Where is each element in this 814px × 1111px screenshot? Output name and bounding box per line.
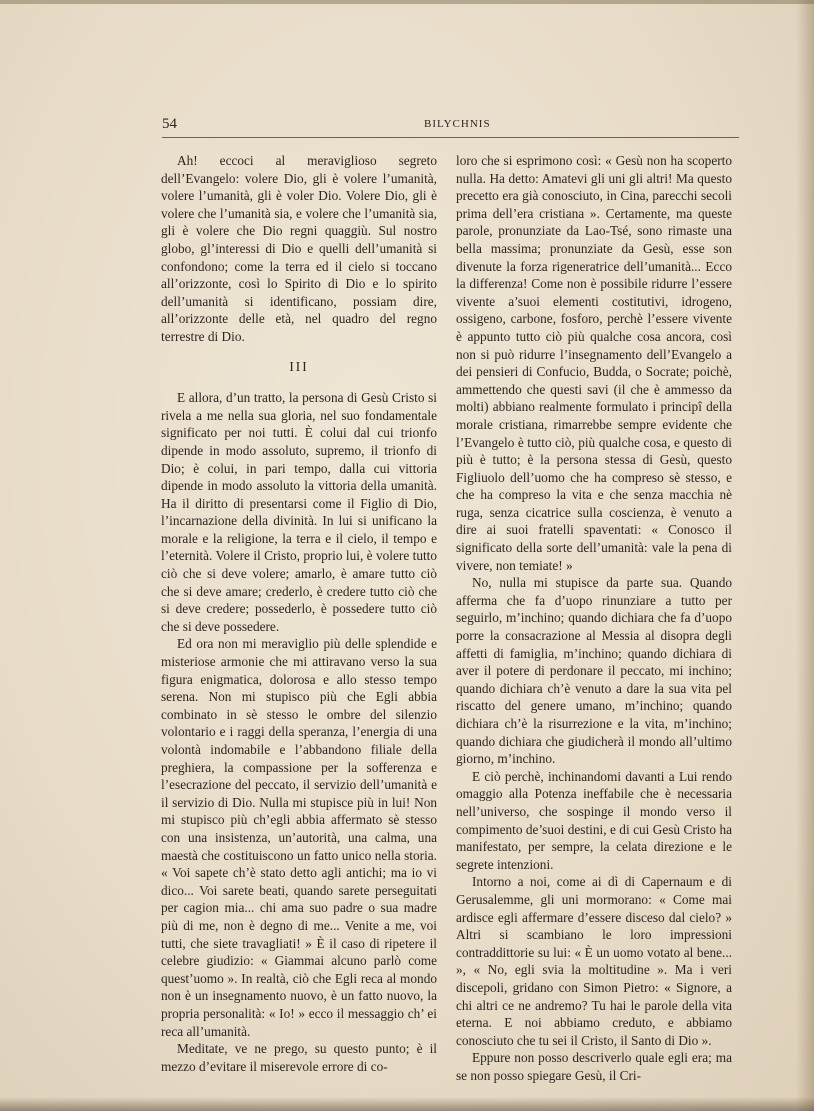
section-heading: III [289,358,309,374]
paragraph: No, nulla mi stupisce da parte sua. Quando afferma che fa d’uopo rinunziare a tutto per seguirlo, m’inchino; quando dichiara che fa d’uopo porre la consacrazione al Messia al disopra degli affetti di famiglia, m’inchino; quando dichiara di aver il potere di perdonare il peccato, mi inchino; quando dichiara ch’è venuto a dare la sua vita pel riscatto del genere umano, m’inchino; quando dichiara ch’è la risurrezione e la vita, m’inchino; quando dichiara che giudicherà il mondo all’ultimo giorno, m’inchino. [456,575,732,767]
paragraph: Ed ora non mi meraviglio più delle splendide e misteriose armonie che mi attiravano verso la sua figura enigmatica, dolorosa e allo stesso tempo serena. Non mi stupisco più che Egli abbia combinato in sè stesso le ombre del silenzio volontario e i raggi della speranza, l’energia di una volontà indomabile e l’abbandono filiale della preghiera, la compassione per la sofferenza e l’esecrazione del peccato, il servizio dell’umanità e il servizio di Dio. Nulla mi stupisce più in lui! Non mi stupisco più ch’egli abbia affermato sè stesso con una insistenza, un’autorità, una calma, una maestà che costituiscono un fatto unico nella storia. « Voi sapete ch’è stato detto agli antichi; ma io vi dico... Voi sarete beati, quando sarete perseguitati per cagion mia... chi ama suo padre o sua madre più di me, non è degno di me... Venite a me, voi tutti, che siete travagliati! » È il caso di ripetere il celebre giudizio: « Giammai alcuno parlò come quest’uomo ». In realtà, ciò che Egli reca al mondo non è un insegnamento nuovo, è un fatto nuovo, la propria personalità: « Io! » ecco il messaggio ch’ ei reca all’umanità. [161,636,437,1039]
paragraph: Ah! eccoci al meraviglioso segreto dell’Evangelo: volere Dio, gli è volere l’umanità, volere l’umanità, gli è voler Dio. Volere Dio, gli è volere che l’umanità sia, e volere che l’umanità sia, gli è volere che Dio regni quaggiù. Sul nostro globo, gl’interessi di Dio e quelli dell’umanità si confondono; come la terra ed il cielo si toccano all’orizzonte, così lo Spirito di Dio e lo spirito dell’umanità si identificano, possiam dire, all’orizzonte delle età, nel quadro del regno terrestre di Dio. [161,153,437,344]
paragraph: Intorno a noi, come ai dì di Capernaum e di Gerusalemme, gli uni mormorano: « Come mai ardisce egli affermare d’essere disceso dal cielo? » Altri si scambiano le loro impressioni contraddittorie su lui: « È un uomo votato al bene... », « No, egli svia la moltitudine ». Ma i veri discepoli, gridano con Simon Pietro: « Signore, a chi altri ce ne andremo? Tu hai le parole della vita eterna. E noi abbiamo creduto, e abbiamo conosciuto che tu sei il Cristo, il Santo di Dio ». [456,874,732,1048]
book-spine-shadow [796,0,814,1111]
paragraph: loro che si esprimono così: « Gesù non ha scoperto nulla. Ha detto: Amatevi gli uni gli altri! Ma questo precetto era già conosciuto, in Cina, parecchi secoli prima dell’era cristiana ». Certamente, ma queste parole, pronunziate da Lao-Tsé, sono rimaste una bella massima; pronunziate da Gesù, esse son divenute la forza rigeneratrice dell’umanità... Ecco la differenza! Come non è possibile ridurre l’essere vivente a’suoi elementi costitutivi, idrogeno, ossigeno, carbone, fosforo, perchè l’essere vivente è appunto tutto ciò più qualche cosa ancora, così non si può ridurre l’insegnamento dell’Evangelo a dei pensieri di Confucio, Budda, o Socrate; poichè, ammettendo che questi savi (il che è ammesso da molti) abbiano realmente formulato i principî della morale cristiana, rimarrebbe sempre evidente che l’Evangelo è tutto ciò, più qualche cosa, e questo di più è tutto; è la persona stessa di Gesù, questo Figliuolo dell’uomo che ha compreso sè stesso, e che ha compreso la vita e che senza macchia nè ruga, senza cicatrice sulla coscienza, è venuto a dire ai suoi fratelli spaventati: « Conosco il significato della sorte dell’umanità: vale la pena di vivere, non temiate! » [456,153,732,573]
paragraph: E ciò perchè, inchinandomi davanti a Lui rendo omaggio alla Potenza ineffabile che è necessaria nell’universo, che sospinge il mondo verso il compimento de’suoi destini, e di cui Gesù Cristo ha manifestato, per sempre, la celata direzione e le segrete intenzioni. [456,768,732,872]
right-column [456,152,732,1084]
paragraph: Meditate, ve ne prego, su questo punto; è il mezzo d’evitare il miserevole errore di co- [161,1041,437,1074]
paragraph: Eppure non posso descriverlo quale egli era; ma se non posso spiegare Gesù, il Cri- [456,1050,732,1083]
paragraph: E allora, d’un tratto, la persona di Gesù Cristo si rivela a me nella sua gloria, nel suo fondamentale significato per noi tutti. È colui dal cui trionfo dipende in modo assoluto, supremo, il trionfo di Dio; è colui, in pari tempo, dalla cui vittoria dipende in modo assoluto la vittoria della umanità. Ha il diritto di presentarsi come il Figlio di Dio, l’incarnazione della divinità. In lui si unificano la morale e la religione, la terra e il cielo, il tempo e l’eternità. Volere il Cristo, proprio lui, è volere tutto ciò che si deve volere; amarlo, è amare tutto ciò che si deve amare; crederlo, è credere tutto ciò che si deve credere; possederlo, è possedere tutto ciò che si deve possedere. [161,390,437,634]
page-bottom-edge [0,1097,814,1111]
page-header [162,116,739,138]
page-top-edge [0,0,814,4]
left-column [161,152,437,1075]
page-number: 54 [162,116,177,132]
header-rule [162,137,739,138]
running-title: BILYCHNIS [424,118,491,130]
